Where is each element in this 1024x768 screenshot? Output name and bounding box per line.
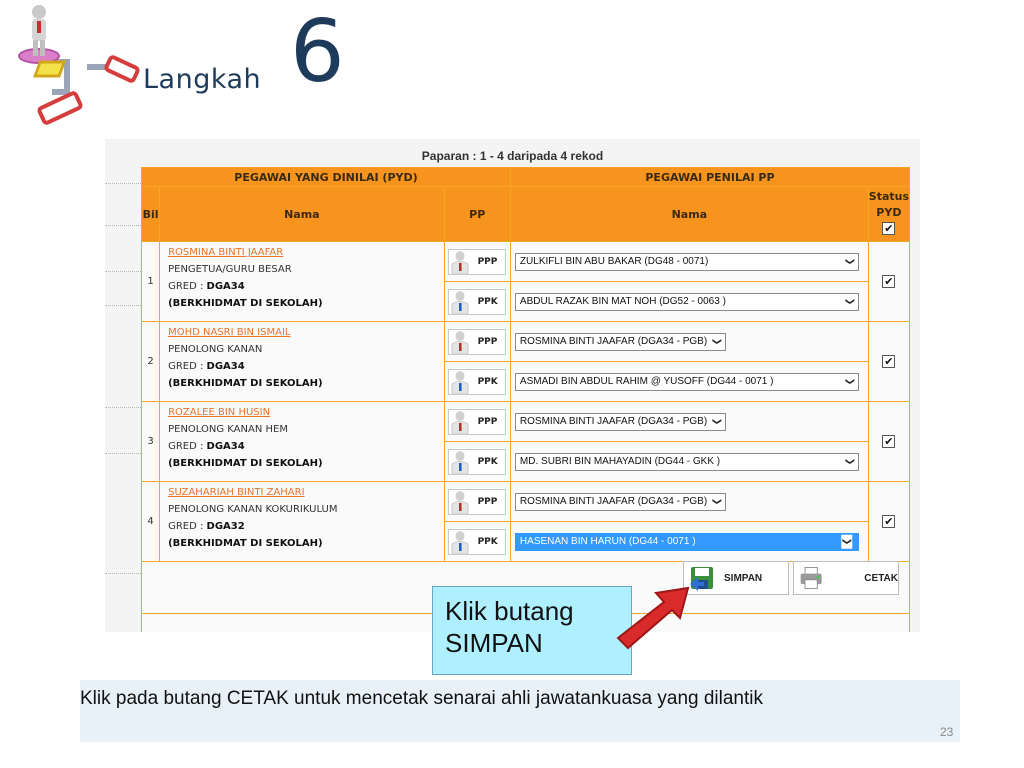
officer-icon [449,330,475,354]
pyd-service-line: (BERKHIDMAT DI SEKOLAH) [168,378,323,389]
row-bil: 1 [142,242,160,322]
ppp-cell [444,402,510,442]
red-arrow-icon [600,572,710,662]
ppp-select[interactable] [515,253,859,271]
ppp-select-cell [510,482,868,522]
pyd-cell [160,402,444,482]
ppp-label: PPP [477,336,498,347]
ppk-select[interactable] [515,373,859,391]
officer-icon [449,490,475,514]
simpan-label: SIMPAN [724,572,763,584]
ppk-select-value: MD. SUBRI BIN MAHAYADIN (DG44 - GKK ) [519,456,721,467]
chevron-down-icon: ❯ [845,257,856,266]
ppk-cell [444,442,510,482]
col-status-label: Status [868,190,910,203]
status-cell [868,482,909,562]
pyd-grade: DGA34 [206,281,245,292]
grade-prefix: GRED : [168,361,204,372]
grade-prefix: GRED : [168,441,204,452]
table-row [142,482,910,522]
chevron-down-icon: ❯ [842,535,853,549]
ppp-button[interactable] [448,489,506,515]
pyd-position: PENOLONG KANAN [168,344,263,355]
pyd-name-link[interactable]: MOHD NASRI BIN ISMAIL [168,327,291,338]
table-row [142,322,910,362]
pyd-service-line: (BERKHIDMAT DI SEKOLAH) [168,298,323,309]
ppp-select-cell [510,242,868,282]
officer-icon [449,290,475,314]
ppp-select-value: ROSMINA BINTI JAAFAR (DGA34 - PGB) [519,336,708,347]
status-cell [868,242,909,322]
col-nama: Nama [160,187,444,242]
row-bil: 4 [142,482,160,562]
col-nama-penilai: Nama [510,187,868,242]
cetak-button[interactable] [793,561,899,595]
officer-icon [449,530,475,554]
col-bil: Bil [142,187,160,242]
status-pyd-checkbox[interactable]: ✔ [884,275,894,288]
process-steps-logo-icon [12,2,142,127]
pyd-cell [160,242,444,322]
grade-prefix: GRED : [168,281,204,292]
ppp-select-value: ZULKIFLI BIN ABU BAKAR (DG48 - 0071) [519,256,709,267]
footer-note: Klik pada butang CETAK untuk mencetak senarai ahli jawatankuasa yang dilantik [80,680,960,742]
chevron-down-icon: ❯ [712,337,723,346]
slide-title-number: 6 [290,2,345,102]
table-row [142,242,910,282]
ppk-select[interactable] [515,533,859,551]
pyd-service: BERKHIDMAT DI SEKOLAH [172,458,318,469]
ppp-select-value: ROSMINA BINTI JAAFAR (DGA34 - PGB) [519,496,708,507]
ppk-select-value: ASMADI BIN ABDUL RAHIM @ YUSOFF (DG44 - 0071 ) [519,376,774,387]
pyd-cell [160,322,444,402]
ppp-label: PPP [477,496,498,507]
pyd-position: PENOLONG KANAN HEM [168,424,288,435]
group-header-pyd: PEGAWAI YANG DINILAI (PYD) [142,168,511,187]
ppp-select-cell [510,322,868,362]
ppk-label: PPK [477,456,498,467]
ppk-button[interactable] [448,449,506,475]
pyd-name-link[interactable]: ROZALEE BIN HUSIN [168,407,271,418]
chevron-down-icon: ❯ [845,377,856,386]
pyd-service: BERKHIDMAT DI SEKOLAH [172,378,318,389]
pyd-service-line: (BERKHIDMAT DI SEKOLAH) [168,538,323,549]
ppp-button[interactable] [448,329,506,355]
chevron-down-icon: ❯ [845,457,856,466]
pyd-grade-line [168,358,435,375]
ppk-select[interactable] [515,293,859,311]
pyd-grade-line [168,438,435,455]
grade-prefix: GRED : [168,521,204,532]
ppk-select[interactable] [515,453,859,471]
printer-icon [798,564,824,592]
ppk-cell [444,522,510,562]
row-bil: 3 [142,402,160,482]
ppk-label: PPK [477,296,498,307]
ppk-select-value: HASENAN BIN HARUN (DG44 - 0071 ) [519,536,696,547]
ppk-cell [444,362,510,402]
table-row [142,402,910,442]
ppk-select-cell [510,522,868,562]
callout-line-2: SIMPAN [445,628,543,658]
row-bil: 2 [142,322,160,402]
page-number: 23 [940,725,954,739]
status-cell [868,322,909,402]
pyd-grade-line [168,518,435,535]
callout-line-1: Klik butang [445,596,574,626]
pyd-name-link[interactable]: ROSMINA BINTI JAAFAR [168,247,284,258]
ppp-button[interactable] [448,409,506,435]
pyd-position: PENOLONG KANAN KOKURIKULUM [168,504,338,515]
ppp-select[interactable] [515,493,726,511]
chevron-down-icon: ❯ [712,417,723,426]
ppk-select-cell [510,362,868,402]
pyd-cell [160,482,444,562]
slide-title-word: Langkah [143,64,262,95]
status-cell [868,402,909,482]
pyd-service: BERKHIDMAT DI SEKOLAH [172,538,318,549]
ppp-label: PPP [477,416,498,427]
chevron-down-icon: ❯ [845,297,856,306]
chevron-down-icon: ❯ [712,497,723,506]
ppk-select-cell [510,442,868,482]
group-header-penilai: PEGAWAI PENILAI PP [510,168,909,187]
pyd-name-link[interactable]: SUZAHARIAH BINTI ZAHARI [168,487,305,498]
pyd-service-line: (BERKHIDMAT DI SEKOLAH) [168,458,323,469]
ppk-cell [444,282,510,322]
col-pyd-label: PYD [876,206,902,219]
ppk-button[interactable] [448,369,506,395]
pyd-grade: DGA34 [206,441,245,452]
ppp-button[interactable] [448,249,506,275]
officer-icon [449,370,475,394]
ppk-select-cell [510,282,868,322]
col-pp: PP [444,187,510,242]
app-panel [105,139,920,632]
ppk-label: PPK [477,376,498,387]
ppk-select-value: ABDUL RAZAK BIN MAT NOH (DG52 - 0063 ) [519,296,726,307]
status-pyd-checkbox[interactable]: ✔ [884,435,894,448]
ppk-label: PPK [477,536,498,547]
select-all-checkbox[interactable]: ✔ [884,222,894,235]
col-status-pyd [868,187,909,242]
officer-icon [449,250,475,274]
status-pyd-checkbox[interactable]: ✔ [884,515,894,528]
ppp-cell [444,482,510,522]
ppp-label: PPP [477,256,498,267]
pyd-grade: DGA32 [206,521,245,532]
ppp-select-value: ROSMINA BINTI JAAFAR (DGA34 - PGB) [519,416,708,427]
pyd-grade: DGA34 [206,361,245,372]
pyd-service: BERKHIDMAT DI SEKOLAH [172,298,318,309]
officer-icon [449,450,475,474]
status-pyd-checkbox[interactable]: ✔ [884,355,894,368]
officer-icon [449,410,475,434]
ppk-button[interactable] [448,289,506,315]
pyd-grade-line [168,278,435,295]
ppp-select[interactable] [515,333,726,351]
ppk-button[interactable] [448,529,506,555]
ppp-select[interactable] [515,413,726,431]
ppp-cell [444,322,510,362]
ppp-cell [444,242,510,282]
cetak-label: CETAK [864,572,898,584]
ppp-select-cell [510,402,868,442]
pyd-position: PENGETUA/GURU BESAR [168,264,292,275]
record-count-label: Paparan : 1 - 4 daripada 4 rekod [421,149,604,163]
